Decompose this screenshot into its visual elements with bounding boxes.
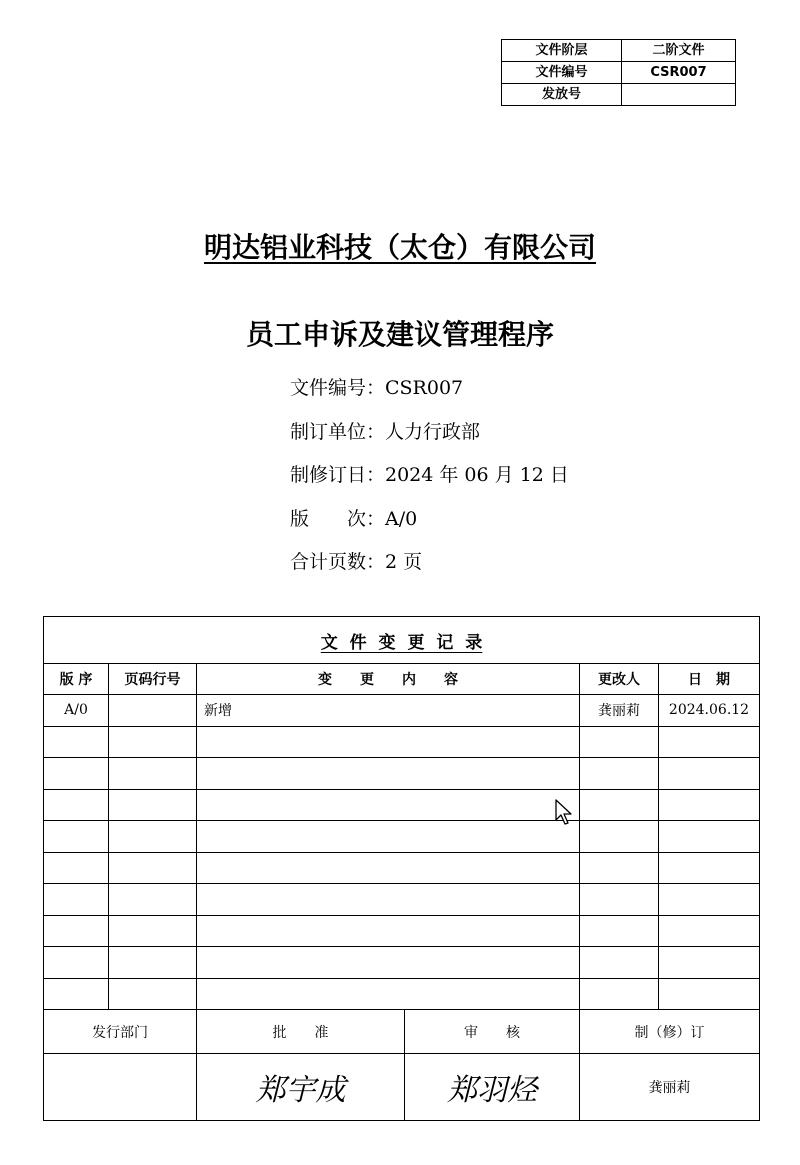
change-record-header <box>44 664 760 695</box>
row-content <box>197 947 580 979</box>
document-info-box <box>501 39 736 106</box>
info-value: CSR007 <box>622 62 736 84</box>
row-editor: 龚丽莉 <box>580 695 659 727</box>
row-editor <box>580 884 659 916</box>
row-date: 2024.06.12 <box>659 695 760 727</box>
row-date <box>659 915 760 947</box>
change-record-title-row <box>44 617 760 664</box>
meta-pages: 合计页数：2 页 <box>290 551 423 573</box>
meta-version: 版 次：A/0 <box>290 507 418 530</box>
meta-dept: 制订单位：人力行政部 <box>290 420 481 443</box>
row-version <box>44 915 109 947</box>
info-label: 文件编号 <box>502 62 622 84</box>
document-title: 员工申诉及建议管理程序 <box>245 318 554 351</box>
row-date <box>659 726 760 758</box>
change-record-body <box>44 695 760 1010</box>
change-record-row <box>44 789 760 821</box>
row-editor <box>580 947 659 979</box>
header-editor: 更改人 <box>580 664 659 695</box>
info-label: 文件阶层 <box>502 40 622 62</box>
change-record-row <box>44 978 760 1010</box>
row-date <box>659 758 760 790</box>
sig-value-review <box>405 1054 580 1121</box>
info-value <box>622 84 736 106</box>
meta-date: 制修订日：2024 年 06 月 12 日 <box>290 464 569 486</box>
row-page-line <box>109 726 197 758</box>
reviewer-signature: 郑羽烃 <box>447 1073 537 1108</box>
mouse-pointer-icon <box>554 798 574 828</box>
document-meta <box>290 374 569 592</box>
row-page-line <box>109 789 197 821</box>
row-page-line <box>109 978 197 1010</box>
change-record-row <box>44 726 760 758</box>
info-row-issue-no <box>502 84 736 106</box>
row-page-line <box>109 947 197 979</box>
company-name-text: 明达铝业科技（太仓）有限公司 <box>203 231 596 264</box>
row-page-line <box>109 695 197 727</box>
change-record-row <box>44 695 760 727</box>
row-page-line <box>109 884 197 916</box>
change-record-title <box>44 617 760 664</box>
approver-signature: 郑宇成 <box>255 1073 346 1108</box>
header-content: 变 更 内 容 <box>197 664 580 695</box>
sig-label-approve: 批 准 <box>197 1010 405 1054</box>
meta-doc-no: 文件编号：CSR007 <box>290 377 464 399</box>
row-version <box>44 978 109 1010</box>
info-value: 二阶文件 <box>622 40 736 62</box>
row-version <box>44 758 109 790</box>
header-version: 版 序 <box>44 664 109 695</box>
change-record-row <box>44 758 760 790</box>
row-date <box>659 789 760 821</box>
row-version <box>44 726 109 758</box>
change-record-row <box>44 947 760 979</box>
row-version: A/0 <box>44 695 109 727</box>
row-editor <box>580 726 659 758</box>
row-date <box>659 978 760 1010</box>
row-content: 新增 <box>197 695 580 727</box>
row-page-line <box>109 758 197 790</box>
row-editor <box>580 758 659 790</box>
sig-value-issuing-dept <box>44 1054 197 1121</box>
row-date <box>659 821 760 853</box>
sig-value-approve <box>197 1054 405 1121</box>
sig-label-issuing-dept: 发行部门 <box>44 1010 197 1054</box>
row-content <box>197 758 580 790</box>
row-page-line <box>109 852 197 884</box>
change-record-row <box>44 821 760 853</box>
sig-label-draft: 制（修）订 <box>580 1010 760 1054</box>
row-content <box>197 852 580 884</box>
row-editor <box>580 789 659 821</box>
change-record-table <box>43 616 760 1121</box>
row-content <box>197 821 580 853</box>
signature-header-row <box>44 1010 760 1054</box>
row-content <box>197 726 580 758</box>
row-version <box>44 789 109 821</box>
header-date: 日 期 <box>659 664 760 695</box>
row-editor <box>580 821 659 853</box>
sig-label-review: 审 核 <box>405 1010 580 1054</box>
row-content <box>197 978 580 1010</box>
row-page-line <box>109 821 197 853</box>
row-date <box>659 947 760 979</box>
row-content <box>197 884 580 916</box>
company-name <box>0 226 800 266</box>
info-row-level <box>502 40 736 62</box>
row-version <box>44 821 109 853</box>
row-editor <box>580 852 659 884</box>
change-record-row <box>44 852 760 884</box>
row-content <box>197 915 580 947</box>
sig-value-draft: 龚丽莉 <box>580 1054 760 1121</box>
signature-row <box>44 1054 760 1121</box>
change-record-title-text: 文 件 变 更 记 录 <box>320 632 483 653</box>
change-record-row <box>44 884 760 916</box>
row-date <box>659 884 760 916</box>
header-page-line: 页码行号 <box>109 664 197 695</box>
row-editor <box>580 978 659 1010</box>
change-record-row <box>44 915 760 947</box>
row-page-line <box>109 915 197 947</box>
row-version <box>44 884 109 916</box>
row-version <box>44 852 109 884</box>
row-editor <box>580 915 659 947</box>
row-date <box>659 852 760 884</box>
info-label: 发放号 <box>502 84 622 106</box>
row-content <box>197 789 580 821</box>
row-version <box>44 947 109 979</box>
info-row-number <box>502 62 736 84</box>
